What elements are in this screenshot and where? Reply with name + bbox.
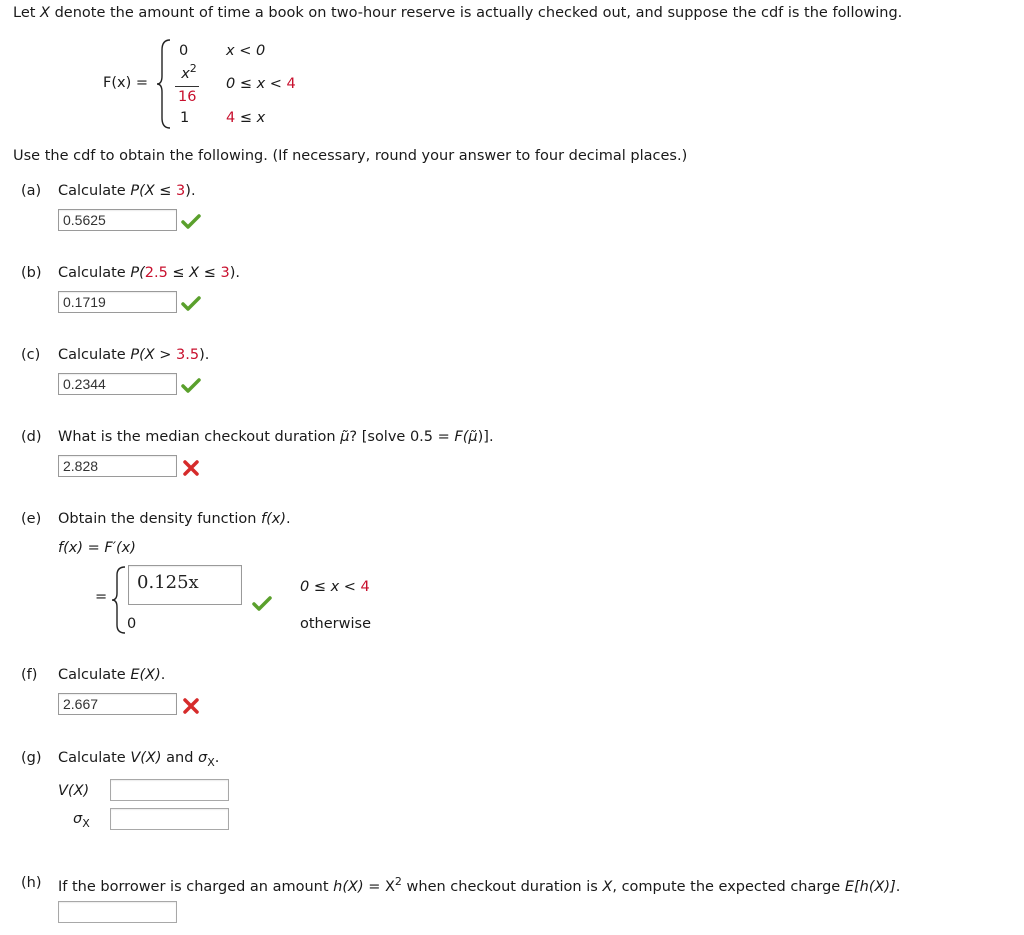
cdf-row1-value: 0 — [179, 43, 189, 59]
part-a-question: Calculate P(X ≤ 3). — [58, 183, 196, 199]
part-c-label: (c) — [21, 347, 41, 363]
part-e-density-input[interactable]: 0.125x — [128, 565, 242, 605]
check-icon — [181, 294, 201, 314]
part-d-answer-input[interactable]: 2.828 — [58, 455, 177, 477]
part-e-label: (e) — [21, 511, 42, 527]
check-icon — [181, 212, 201, 232]
cross-icon — [181, 458, 201, 478]
density-brace — [111, 565, 127, 635]
part-d-label: (d) — [21, 429, 42, 445]
part-f-answer-input[interactable]: 2.667 — [58, 693, 177, 715]
cdf-fraction-bar — [175, 86, 199, 87]
cdf-row3-value: 1 — [180, 110, 190, 126]
cdf-row3-cond: 4 ≤ x — [226, 110, 266, 126]
part-f-label: (f) — [21, 667, 38, 683]
instructions: Use the cdf to obtain the following. (If necessary, round your answer to four decimal places.) — [13, 148, 688, 164]
cdf-row2-numerator: $x^2$ — [181, 62, 197, 82]
cdf-row1-cond: x < 0 — [226, 43, 266, 59]
part-g-v-input[interactable] — [110, 779, 229, 801]
part-h-label: (h) — [21, 875, 42, 891]
cdf-label: F(x) = — [103, 75, 148, 91]
check-icon — [181, 376, 201, 396]
part-c-answer-input[interactable]: 0.2344 — [58, 373, 177, 395]
cdf-row2-denominator: 16 — [178, 89, 197, 105]
part-g-question: Calculate V(X) and $\sigma_X$. — [58, 750, 220, 769]
part-a-label: (a) — [21, 183, 42, 199]
part-h-answer-input[interactable] — [58, 901, 177, 923]
part-g-v-label: V(X) — [58, 783, 90, 799]
part-b-question: Calculate P(2.5 ≤ X ≤ 3). — [58, 265, 240, 281]
part-f-question: Calculate E(X). — [58, 667, 166, 683]
part-b-label: (b) — [21, 265, 42, 281]
part-e-row2-value: 0 — [127, 616, 137, 632]
part-g-label: (g) — [21, 750, 42, 766]
part-d-question: What is the median checkout duration μ̃? [solve 0.5 = F(μ̃)]. — [58, 429, 494, 445]
part-e-equals: = — [95, 589, 108, 605]
check-icon — [252, 594, 272, 614]
cdf-brace — [156, 38, 172, 130]
part-h-question: If the borrower is charged an amount $h(X) = X^2$ when checkout duration is X, compute the expected charge E[h(X)]. — [58, 875, 901, 895]
part-e-cond2: otherwise — [300, 616, 371, 632]
part-e-cond1: 0 ≤ x < 4 — [300, 579, 370, 595]
part-g-sigma-label: $\sigma_X$ — [73, 811, 90, 830]
part-e-line1: f(x) = F′(x) — [58, 540, 136, 556]
part-c-question: Calculate P(X > 3.5). — [58, 347, 210, 363]
part-b-answer-input[interactable]: 0.1719 — [58, 291, 177, 313]
cdf-row2-cond: 0 ≤ x < 4 — [226, 76, 296, 92]
intro-text: Let X denote the amount of time a book on two-hour reserve is actually checked out, and suppose the cdf is the following. — [13, 5, 903, 21]
part-g-sigma-input[interactable] — [110, 808, 229, 830]
cross-icon — [181, 696, 201, 716]
part-a-answer-input[interactable]: 0.5625 — [58, 209, 177, 231]
part-e-question: Obtain the density function f(x). — [58, 511, 291, 527]
